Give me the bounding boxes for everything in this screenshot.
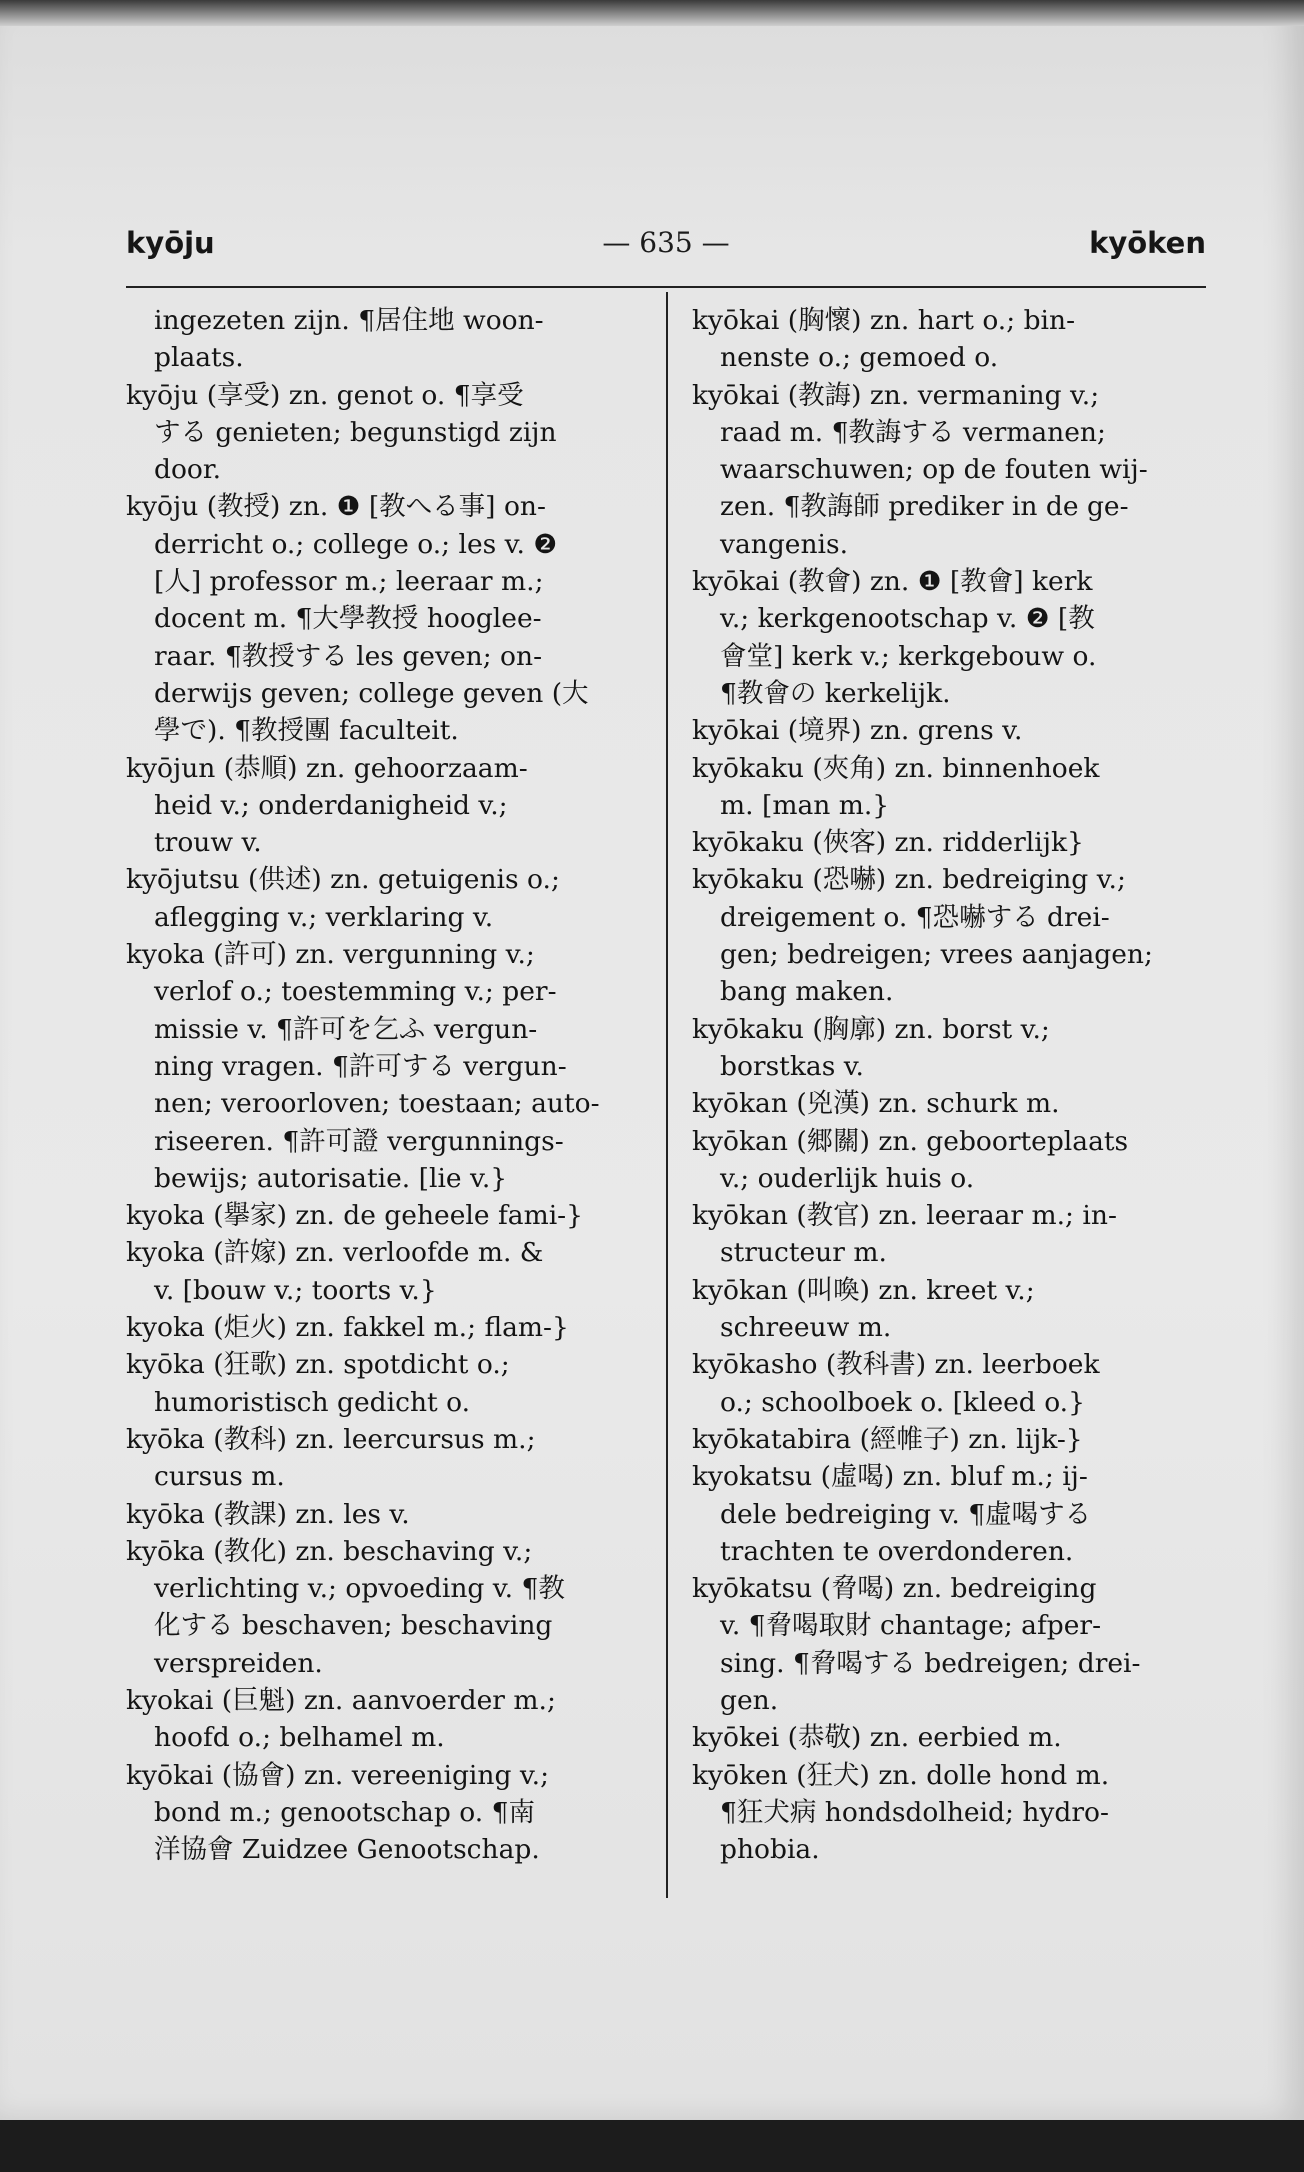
entry-continuation-line: aflegging v.; verklaring v. — [154, 901, 494, 933]
entry-continuation-line: sing. ¶脅喝する bedreigen; drei- — [720, 1647, 1141, 1679]
entry-continuation-line: bewijs; autorisatie. [lie v.} — [154, 1162, 508, 1194]
header-rule — [126, 286, 1206, 288]
left-guide-word: kyōju — [126, 226, 215, 260]
entry-continuation-line: dele bedreiging v. ¶虛喝する — [720, 1498, 1092, 1530]
entry-headword-line: kyoka (擧家) zn. de geheele fami-} — [126, 1200, 583, 1232]
entry-continuation-line: ¶教會の kerkelijk. — [720, 677, 951, 709]
entry-continuation-line: borstkas v. — [720, 1050, 864, 1082]
entry-headword-line: kyōkan (叫喚) zn. kreet v.; — [692, 1274, 1035, 1306]
entry-continuation-line: v. ¶脅喝取財 chantage; afper- — [720, 1610, 1102, 1642]
entry-continuation-line: nen; veroorloven; toestaan; auto- — [154, 1088, 600, 1120]
entry-headword-line: kyokai (巨魁) zn. aanvoerder m.; — [126, 1684, 556, 1716]
entry-headword-line: kyōkan (郷關) zn. geboorteplaats — [692, 1125, 1129, 1157]
entry-headword-line: kyoka (許嫁) zn. verloofde m. & — [126, 1237, 544, 1269]
entry-headword-line: kyōkaku (夾角) zn. binnenhoek — [692, 752, 1100, 784]
left-column — [126, 302, 646, 1868]
entry-headword-line: kyōkai (境界) zn. grens v. — [692, 715, 1023, 747]
entry-continuation-line: gen; bedreigen; vrees aanjagen; — [720, 939, 1153, 971]
entry-headword-line: kyōka (教科) zn. leercursus m.; — [126, 1423, 536, 1455]
entry-continuation-line: humoristisch gedicht o. — [154, 1386, 470, 1418]
entry-continuation-line: verlichting v.; opvoeding v. ¶教 — [154, 1573, 565, 1605]
page-top-edge — [0, 0, 1304, 26]
entry-headword-line: kyōkai (協會) zn. vereeniging v.; — [126, 1759, 550, 1791]
entry-continuation-line: phobia. — [720, 1834, 820, 1866]
entry-continuation-line: する genieten; begunstigd zijn — [154, 416, 557, 448]
entry-continuation-line: ingezeten zijn. ¶居住地 woon- — [154, 305, 544, 336]
entry-headword-line: kyōkaku (恐嚇) zn. bedreiging v.; — [692, 864, 1126, 896]
entry-headword-line: kyōjutsu (供述) zn. getuigenis o.; — [126, 864, 560, 896]
entry-headword-line: kyōjun (恭順) zn. gehoorzaam- — [126, 752, 528, 784]
entry-continuation-line: vangenis. — [720, 528, 849, 560]
entry-continuation-line: 學で). ¶教授團 faculteit. — [154, 715, 459, 747]
entry-headword-line: kyōkan (教官) zn. leeraar m.; in- — [692, 1200, 1117, 1232]
entry-continuation-line: missie v. ¶許可を乞ふ vergun- — [154, 1013, 538, 1045]
entry-continuation-line: riseeren. ¶許可證 vergunnings- — [154, 1125, 564, 1157]
entry-headword-line: kyoka (許可) zn. vergunning v.; — [126, 939, 535, 971]
entry-headword-line: kyokatsu (虛喝) zn. bluf m.; ij- — [692, 1461, 1088, 1493]
entry-headword-line: kyōju (教授) zn. ❶ [教へる事] on- — [126, 491, 546, 523]
entry-continuation-line: docent m. ¶大學教授 hooglee- — [154, 603, 542, 635]
entry-continuation-line: hoofd o.; belhamel m. — [154, 1722, 445, 1754]
entry-headword-line: kyōken (狂犬) zn. dolle hond m. — [692, 1759, 1110, 1791]
entry-continuation-line: raad m. ¶教誨する vermanen; — [720, 416, 1106, 448]
entry-continuation-line: cursus m. — [154, 1461, 285, 1493]
entry-continuation-line: ning vragen. ¶許可する vergun- — [154, 1050, 567, 1082]
entry-continuation-line: derwijs geven; college geven (大 — [154, 677, 589, 709]
entry-headword-line: kyōkaku (俠客) zn. ridderlijk} — [692, 827, 1084, 859]
entry-headword-line: kyōkatabira (經帷子) zn. lijk-} — [692, 1423, 1083, 1455]
entry-continuation-line: gen. — [720, 1684, 779, 1716]
entry-continuation-line: zen. ¶教誨師 prediker in de ge- — [720, 491, 1129, 523]
entry-continuation-line: waarschuwen; op de fouten wij- — [720, 454, 1148, 486]
entry-continuation-line: plaats. — [154, 342, 244, 374]
entry-continuation-line: raar. ¶教授する les geven; on- — [154, 640, 543, 672]
entry-headword-line: kyōkei (恭敬) zn. eerbied m. — [692, 1722, 1062, 1754]
entry-continuation-line: verspreiden. — [154, 1647, 323, 1679]
entry-continuation-line: v.; kerkgenootschap v. ❷ [教 — [720, 603, 1095, 635]
entry-continuation-line: bang maken. — [720, 976, 894, 1008]
page-header — [126, 226, 1206, 272]
entry-headword-line: kyōkatsu (脅喝) zn. bedreiging — [692, 1573, 1097, 1605]
right-column — [692, 302, 1216, 1868]
entry-continuation-line: trachten te overdonderen. — [720, 1535, 1074, 1567]
entry-continuation-line: derricht o.; college o.; les v. ❷ — [154, 528, 558, 560]
entry-continuation-line: verlof o.; toestemming v.; per- — [154, 976, 557, 1008]
entry-headword-line: kyōju (享受) zn. genot o. ¶享受 — [126, 379, 524, 411]
entry-continuation-line: v. [bouw v.; toorts v.} — [154, 1274, 437, 1306]
entry-headword-line: kyōkasho (教科書) zn. leerboek — [692, 1349, 1100, 1381]
entry-headword-line: kyōka (教課) zn. les v. — [126, 1498, 410, 1530]
entry-headword-line: kyōkai (教誨) zn. vermaning v.; — [692, 379, 1100, 411]
entry-continuation-line: v.; ouderlijk huis o. — [720, 1162, 975, 1194]
entry-continuation-line: 化する beschaven; beschaving — [154, 1610, 553, 1642]
page-number: — 635 — — [602, 226, 730, 259]
entry-continuation-line: door. — [154, 454, 222, 486]
entry-headword-line: kyōkai (教會) zn. ❶ [教會] kerk — [692, 566, 1093, 598]
entry-headword-line: kyōkaku (胸廓) zn. borst v.; — [692, 1013, 1050, 1045]
column-divider — [666, 292, 668, 1898]
entry-continuation-line: nenste o.; gemoed o. — [720, 342, 999, 374]
entry-continuation-line: trouw v. — [154, 827, 262, 859]
entry-continuation-line: 會堂] kerk v.; kerkgebouw o. — [720, 640, 1097, 672]
entry-continuation-line: o.; schoolboek o. [kleed o.} — [720, 1386, 1085, 1418]
entry-headword-line: kyōka (教化) zn. beschaving v.; — [126, 1535, 533, 1567]
entry-continuation-line: [人] professor m.; leeraar m.; — [154, 566, 544, 598]
entry-continuation-line: dreigement o. ¶恐嚇する drei- — [720, 901, 1110, 933]
entry-continuation-line: bond m.; genootschap o. ¶南 — [154, 1796, 535, 1828]
right-guide-word: kyōken — [1089, 226, 1206, 260]
entry-headword-line: kyoka (炬火) zn. fakkel m.; flam-} — [126, 1312, 569, 1344]
entry-headword-line: kyōkan (兇漢) zn. schurk m. — [692, 1088, 1060, 1120]
entry-continuation-line: m. [man m.} — [720, 789, 890, 821]
entry-continuation-line: heid v.; onderdanigheid v.; — [154, 789, 508, 821]
entry-continuation-line: structeur m. — [720, 1237, 887, 1269]
entry-headword-line: kyōkai (胸懷) zn. hart o.; bin- — [692, 305, 1076, 336]
entry-headword-line: kyōka (狂歌) zn. spotdicht o.; — [126, 1349, 510, 1381]
entry-continuation-line: 洋協會 Zuidzee Genootschap. — [154, 1834, 540, 1866]
entry-continuation-line: ¶狂犬病 hondsdolheid; hydro- — [720, 1796, 1109, 1828]
entry-continuation-line: schreeuw m. — [720, 1312, 892, 1344]
